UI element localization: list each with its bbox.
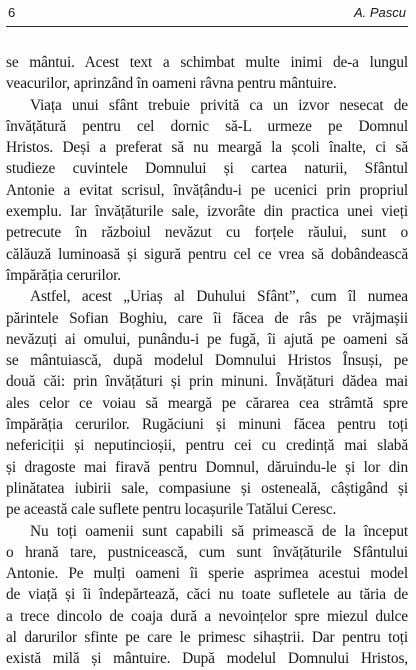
text-line: de viață și îi îndepărtează, căci nu toate sufletele au tăria de — [6, 586, 408, 604]
running-head: A. Pascu — [353, 5, 406, 20]
text-line: nevăzuți ai omului, punându-i pe fugă, îi ajută pe oameni să — [6, 330, 408, 348]
text-line: părintele Sofian Boghiu, care îi făcea de râs pe vrăjmașii — [6, 309, 408, 327]
text-line: se mântuiască, după modelul Domnului Hristos Însuși, pe — [6, 352, 408, 370]
text-line: studieze cuvintele Domnului și cartea naturii, Sfântul — [6, 160, 408, 178]
text-line: pe această cale suflete pentru locașurile Tatălui Ceresc. — [6, 501, 337, 519]
text-line: se mântui. Acest text a schimbat multe inimi de-a lungul — [6, 54, 408, 71]
text-line: Antonie a evitat scrisul, învățându-i pe ucenici prin propriul — [6, 181, 408, 199]
text-line: Antonie. Pe mulți oameni îi sperie asprimea acestui model — [6, 565, 408, 583]
text-line: două căi: prin învățături și prin minuni. Învățături dădea mai — [6, 373, 408, 391]
text-line: Hristos. Deși a preferat să nu meargă la școli înalte, ci să — [6, 139, 408, 157]
page-number: 6 — [8, 5, 16, 20]
text-line: împărăția cerurilor. — [6, 266, 121, 284]
text-line: învățătură pentru cel dornic să-L urmeze pe Domnul — [6, 117, 408, 135]
text-line: o hrană tare, pustnicească, cum sunt învățăturile Sfântului — [6, 543, 408, 561]
text-line: al darurilor sfinte pe care le primesc sihaștrii. Dar pentru toți — [6, 629, 408, 647]
text-line: există milă și mântuire. După modelul Domnului Hristos, — [6, 650, 408, 668]
body-text — [6, 52, 408, 670]
text-line: exemplu. Iar învățăturile sale, izvorâte din practica unei vieți — [6, 203, 408, 221]
text-line: împărăția cerurilor. Rugăciuni și minuni făcea pentru toți — [6, 416, 408, 434]
page-header — [6, 2, 408, 27]
text-line: Astfel, acest „Uriaș al Duhului Sfânt”, cum îl numea — [30, 288, 408, 306]
text-line: Viața unui sfânt trebuie privită ca un izvor nesecat de — [30, 96, 408, 114]
text-line: ales celor ce voiau să meargă pe cărarea cea strâmtă spre — [6, 394, 408, 412]
text-line: veacurilor, aprinzând în oameni râvna pentru mântuire. — [6, 75, 337, 93]
text-line: și dragoste mai firavă pentru Domnul, dăruindu-le și lor din — [6, 458, 408, 476]
text-line: a trece dincolo de coaja dură a nevoințelor spre miezul dulce — [6, 607, 408, 625]
text-line: călăuză luminoasă și sigură pentru cel ce vrea să dobândească — [6, 245, 408, 263]
text-line: plinătatea iubirii sale, compasiune și osteneală, câștigând și — [6, 479, 408, 497]
text-line: Nu toți oamenii sunt capabili să primească de la început — [30, 522, 408, 540]
text-line: nefericiții și neputincioșii, pentru cei cu credință mai slabă — [6, 437, 408, 455]
text-line: petrecute în războiul nevăzut cu forțele răului, sunt o — [6, 224, 408, 242]
